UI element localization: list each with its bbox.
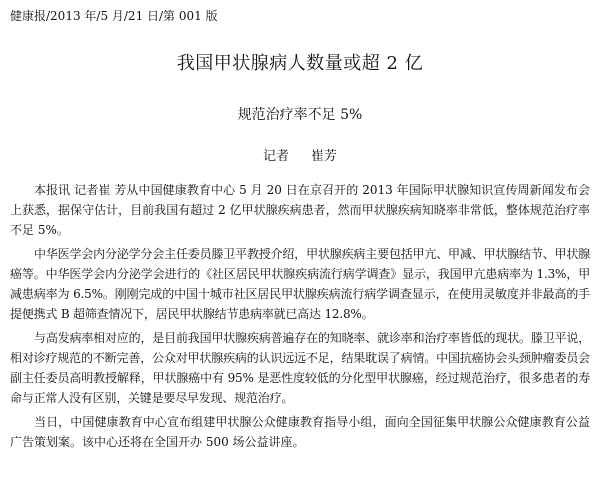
article-subtitle: 规范治疗率不足 5%	[237, 107, 363, 123]
byline-role: 记者	[262, 149, 289, 164]
byline-name: 崔芳	[311, 149, 338, 164]
article-paragraph-1: 本报讯 记者崔 芳从中国健康教育中心 5 月 20 日在京召开的 2013 年国际甲状腺知识宣传周新闻发布会上获悉，据保守估计，目前我国有超过 2 亿甲状腺疾病患者，然而甲状腺疾病知晓率非常低，整体规范治疗率不足 5%。	[10, 183, 590, 237]
article-title: 我国甲状腺病人数量或超 2 亿	[176, 53, 424, 74]
article-byline	[10, 148, 590, 166]
article-paragraph-2: 中华医学会内分泌学分会主任委员滕卫平教授介绍，甲状腺疾病主要包括甲亢、甲减、甲状腺结节、甲状腺癌等。中华医学会内分泌学会进行的《社区居民甲状腺疾病流行病学调查》显示，我国甲亢患病率为 1.3%，甲减患病率为 6.5%。刚刚完成的中国十城市社区居民甲状腺疾病流行病学调查显示，在使用灵敏度并非最高的手提便携式 B 超筛查情况下，居民甲状腺结节患病率就已高达 12.8%。	[10, 247, 590, 321]
publication-header: 健康报/2013 年/5 月/21 日/第 001 版	[10, 9, 218, 23]
article-paragraph-4: 当日，中国健康教育中心宣布组建甲状腺公众健康教育指导小组，面向全国征集甲状腺公众健康教育公益广告策划案。该中心还将在全国开办 500 场公益讲座。	[10, 415, 590, 449]
article-paragraph-3: 与高发病率相对应的，是目前我国甲状腺疾病普遍存在的知晓率、就诊率和治疗率皆低的现状。滕卫平说，相对诊疗规范的不断完善，公众对甲状腺疾病的认识远远不足，结果耽误了病情。中国抗癌协会头颈肿瘤委员会副主任委员高明教授解释，甲状腺癌中有 95% 是恶性度较低的分化型甲状腺癌，经过规范治疗，很多患者的寿命与正常人没有区别，关键是要尽早发现、规范治疗。	[10, 331, 590, 405]
article-body	[10, 180, 590, 452]
